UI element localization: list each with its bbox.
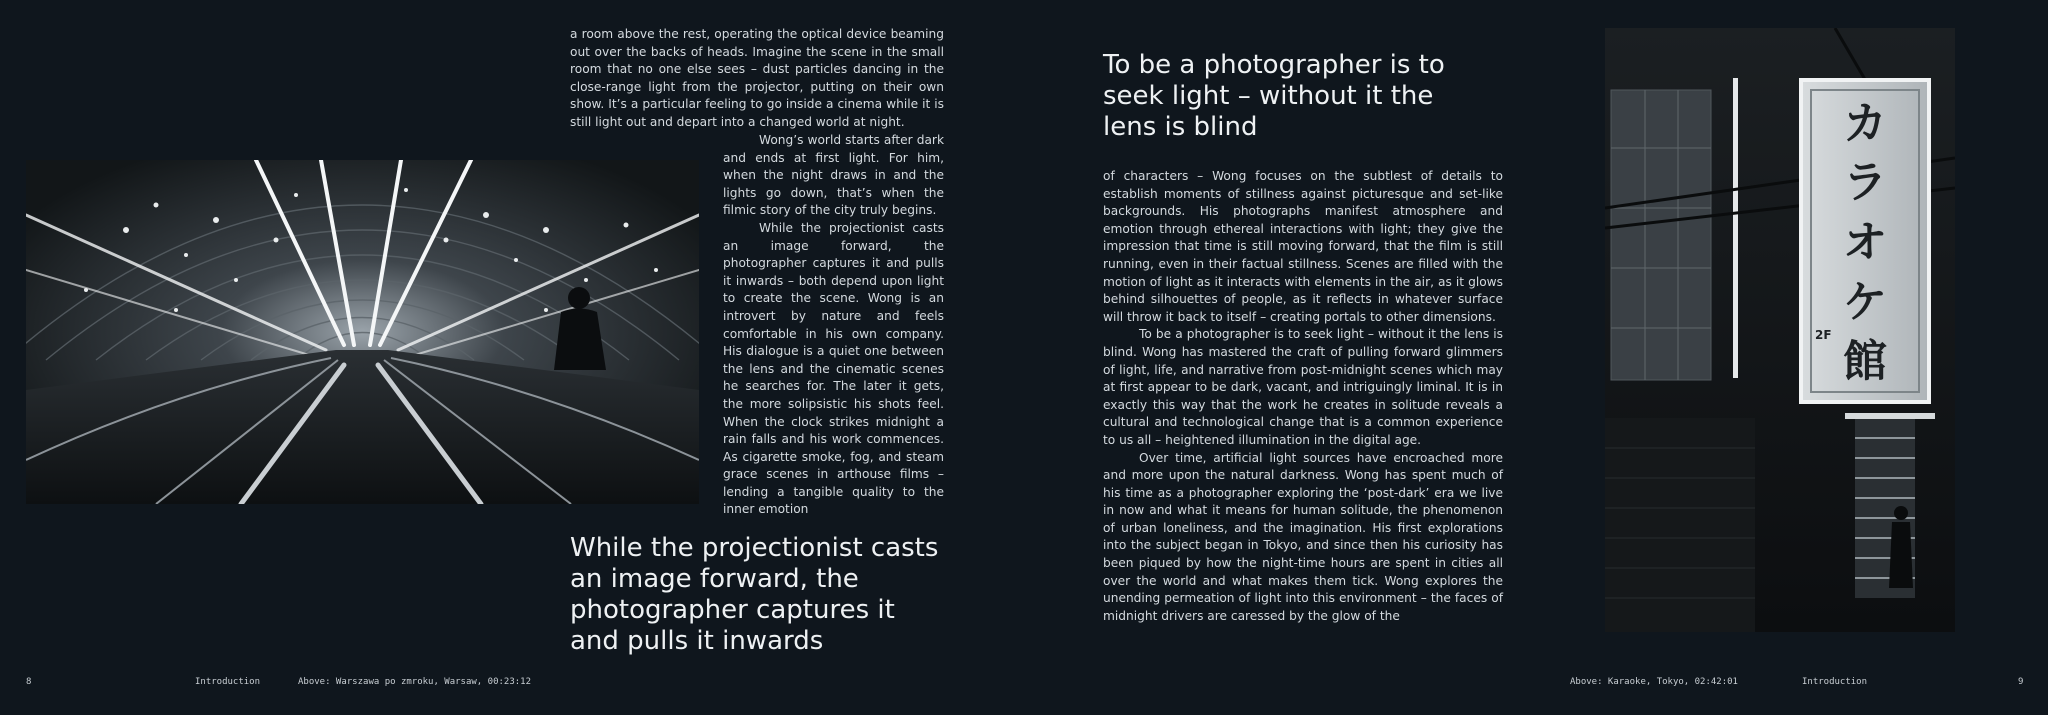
right-page-number: 9 [2018, 677, 2024, 687]
right-section-label: Introduction [1802, 677, 1868, 687]
right-pull-quote: To be a photographer is to seek light – without it the lens is blind [1103, 50, 1445, 142]
paragraph-projectionist: While the projectionist casts an image forward, the photographer captures it and pulls it inwards – both depend upon light to create the scene. Wong is an introvert by nature and feels comfortable in his own company. His dialogue is a quiet one between the lens and the cinematic scenes he searches for. The later it gets, the more solipsistic his shots feel. When the clock strikes midnight a rain falls and his work commences. As cigarette smoke, fog, and steam grace scenes in arthouse films – lending a tangible quality to the inner emotion [723, 220, 944, 517]
intro-paragraph: a room above the rest, operating the optical device beaming out over the backs of heads. Imagine the scene in the small room that no one else sees – dust particles dancing in the close-range light from the projector, putting on their own show. It’s a particular feeling to go inside a cinema while it is still light out and depart into a changed world at night. [570, 27, 944, 129]
sign-char: ラ [1843, 157, 1887, 209]
karaoke-sign-photo [1605, 28, 1955, 632]
karaoke-sign [1811, 94, 1919, 392]
right-text-block [1103, 168, 1503, 625]
sign-floor-label: 2F [1815, 328, 1832, 342]
sign-char: ケ [1843, 276, 1887, 328]
paragraph-characters: of characters – Wong focuses on the subtlest of details to establish moments of stillness against picturesque and set-like backgrounds. His photographs manifest atmosphere and emotion through ethereal interactions with light; they give the impression that time is still moving forward, that the film is still running, even in their factual stillness. Scenes are filled with the motion of light as it interacts with elements in the air, as it glows behind silhouettes of people, as it reflects in whatever surface will throw it back to itself – creating portals to other dimensions. [1103, 169, 1503, 324]
escalator-tunnel-photo [26, 160, 699, 504]
left-photo-caption: Above: Warszawa po zmroku, Warsaw, 00:23:12 [298, 677, 531, 687]
paragraph-dark: Wong’s world starts after dark and ends at first light. For him, when the night draws in and the lights go down, that’s when the filmic story of the city truly begins. [723, 133, 944, 218]
left-section-label: Introduction [195, 677, 261, 687]
side-text-block [723, 132, 944, 519]
left-page-number: 8 [26, 677, 32, 687]
paragraph-over-time: Over time, artificial light sources have encroached more and more upon the natural darkness. Wong has spent much of his time as a photographer exploring the ‘post-dark’ era we live in now and what it means for human solitude, the phenomenon of urban loneliness, and the imagination. His first explorations into the subject began in Tokyo, and since then his curiosity has been piqued by how the night-time hours are spent in cities all over the world and what makes them tick. Wong explores the unending permeation of light into this environment – the faces of midnight drivers are caressed by the glow of the [1103, 450, 1503, 623]
left-pull-quote: While the projectionist casts an image forward, the photographer captures it and pulls it inwards [570, 533, 939, 656]
intro-text-block [570, 26, 944, 132]
right-photo-caption: Above: Karaoke, Tokyo, 02:42:01 [1570, 677, 1738, 687]
paragraph-seek-light: To be a photographer is to seek light – without it the lens is blind. Wong has mastered the craft of pulling forward glimmers of light, life, and narrative from post-midnight scenes which may at first appear to be dark, vacant, and intriguingly liminal. It is in exactly this way that the work he creates in solitude reveals a cultural and technological change that is a common experience to us all – heightened illumination in the digital age. [1103, 327, 1503, 447]
sign-char: カ [1843, 97, 1887, 149]
sign-char: 館 [1843, 336, 1887, 388]
sign-char: オ [1843, 216, 1887, 268]
